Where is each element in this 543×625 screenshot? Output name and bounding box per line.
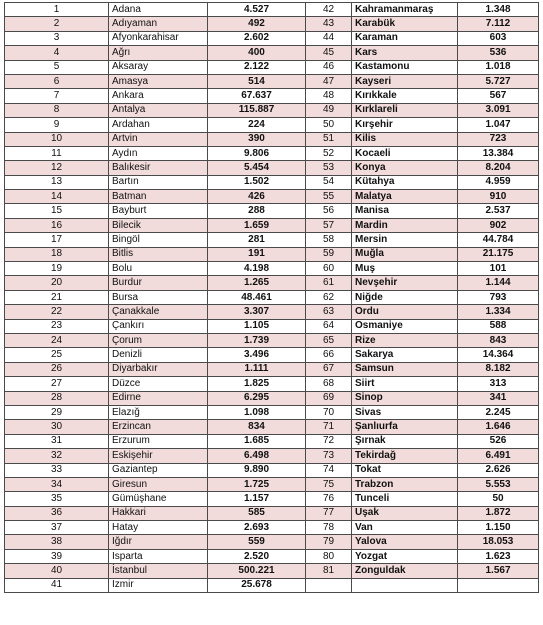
left-row-number: 34 xyxy=(5,477,109,491)
table-body xyxy=(5,3,539,593)
right-row-number: 76 xyxy=(306,492,352,506)
left-province-name: Artvin xyxy=(109,132,208,146)
table-row xyxy=(5,348,539,362)
table-row xyxy=(5,233,539,247)
left-row-number: 13 xyxy=(5,175,109,189)
right-province-value: 1.150 xyxy=(458,521,539,535)
right-row-number: 69 xyxy=(306,391,352,405)
left-row-number: 35 xyxy=(5,492,109,506)
right-province-name: Şırnak xyxy=(352,434,458,448)
right-province-name: Uşak xyxy=(352,506,458,520)
left-province-name: Batman xyxy=(109,190,208,204)
left-province-name: Giresun xyxy=(109,477,208,491)
left-province-value: 500.221 xyxy=(208,564,306,578)
right-province-name: Kayseri xyxy=(352,74,458,88)
left-row-number: 20 xyxy=(5,276,109,290)
left-row-number: 21 xyxy=(5,290,109,304)
right-row-number: 78 xyxy=(306,521,352,535)
table-row xyxy=(5,89,539,103)
table-row xyxy=(5,103,539,117)
table-row xyxy=(5,175,539,189)
right-province-value: 44.784 xyxy=(458,233,539,247)
right-province-value: 5.727 xyxy=(458,74,539,88)
right-province-name: Niğde xyxy=(352,290,458,304)
left-province-value: 5.454 xyxy=(208,161,306,175)
left-row-number: 9 xyxy=(5,118,109,132)
left-province-name: Erzincan xyxy=(109,420,208,434)
left-province-value: 492 xyxy=(208,17,306,31)
right-province-name: Mardin xyxy=(352,218,458,232)
left-row-number: 1 xyxy=(5,3,109,17)
left-row-number: 40 xyxy=(5,564,109,578)
table-row xyxy=(5,46,539,60)
right-province-value: 1.872 xyxy=(458,506,539,520)
right-province-value: 8.182 xyxy=(458,362,539,376)
right-province-value: 101 xyxy=(458,262,539,276)
right-row-number: 67 xyxy=(306,362,352,376)
left-province-name: Iğdır xyxy=(109,535,208,549)
left-row-number: 39 xyxy=(5,549,109,563)
left-province-name: Bilecik xyxy=(109,218,208,232)
left-province-name: Düzce xyxy=(109,377,208,391)
table-row xyxy=(5,146,539,160)
left-province-name: Çankırı xyxy=(109,319,208,333)
right-province-value: 7.112 xyxy=(458,17,539,31)
right-province-name: Kars xyxy=(352,46,458,60)
left-province-name: Eskişehir xyxy=(109,449,208,463)
right-row-number: 45 xyxy=(306,46,352,60)
right-province-value: 1.334 xyxy=(458,305,539,319)
right-row-number: 57 xyxy=(306,218,352,232)
right-row-number: 68 xyxy=(306,377,352,391)
left-province-name: Amasya xyxy=(109,74,208,88)
table-row xyxy=(5,506,539,520)
table-row xyxy=(5,333,539,347)
right-province-name: Malatya xyxy=(352,190,458,204)
right-province-name: Konya xyxy=(352,161,458,175)
left-province-name: Afyonkarahisar xyxy=(109,31,208,45)
right-row-number: 55 xyxy=(306,190,352,204)
table-row xyxy=(5,31,539,45)
left-province-name: Hatay xyxy=(109,521,208,535)
right-province-value: 1.623 xyxy=(458,549,539,563)
left-row-number: 17 xyxy=(5,233,109,247)
right-province-value: 567 xyxy=(458,89,539,103)
table-row xyxy=(5,319,539,333)
left-row-number: 10 xyxy=(5,132,109,146)
table-row xyxy=(5,218,539,232)
left-row-number: 12 xyxy=(5,161,109,175)
right-province-name: Kilis xyxy=(352,132,458,146)
right-province-name: Mersin xyxy=(352,233,458,247)
right-province-name: Trabzon xyxy=(352,477,458,491)
left-province-value: 1.157 xyxy=(208,492,306,506)
left-province-name: Hakkari xyxy=(109,506,208,520)
right-province-value: 1.018 xyxy=(458,60,539,74)
left-row-number: 28 xyxy=(5,391,109,405)
left-row-number: 32 xyxy=(5,449,109,463)
left-province-value: 2.602 xyxy=(208,31,306,45)
left-province-value: 1.685 xyxy=(208,434,306,448)
left-province-value: 1.105 xyxy=(208,319,306,333)
right-province-name: Muğla xyxy=(352,247,458,261)
table-row xyxy=(5,3,539,17)
right-row-number: 42 xyxy=(306,3,352,17)
left-row-number: 7 xyxy=(5,89,109,103)
province-table xyxy=(4,2,539,593)
right-province-value: 4.959 xyxy=(458,175,539,189)
left-row-number: 30 xyxy=(5,420,109,434)
right-province-name: Kocaeli xyxy=(352,146,458,160)
left-province-name: Bartın xyxy=(109,175,208,189)
left-province-name: Bitlis xyxy=(109,247,208,261)
left-row-number: 18 xyxy=(5,247,109,261)
right-row-number: 50 xyxy=(306,118,352,132)
left-province-name: Edirne xyxy=(109,391,208,405)
right-province-value: 1.047 xyxy=(458,118,539,132)
right-row-number: 63 xyxy=(306,305,352,319)
right-row-number: 52 xyxy=(306,146,352,160)
left-province-name: Bursa xyxy=(109,290,208,304)
left-province-value: 288 xyxy=(208,204,306,218)
left-row-number: 4 xyxy=(5,46,109,60)
left-province-value: 400 xyxy=(208,46,306,60)
left-province-value: 4.527 xyxy=(208,3,306,17)
left-province-name: Ardahan xyxy=(109,118,208,132)
right-row-number: 66 xyxy=(306,348,352,362)
table-row xyxy=(5,463,539,477)
left-row-number: 36 xyxy=(5,506,109,520)
right-row-number: 71 xyxy=(306,420,352,434)
left-row-number: 25 xyxy=(5,348,109,362)
right-province-value: 13.384 xyxy=(458,146,539,160)
right-province-value: 8.204 xyxy=(458,161,539,175)
table-row xyxy=(5,305,539,319)
right-province-value: 3.091 xyxy=(458,103,539,117)
left-province-name: Çorum xyxy=(109,333,208,347)
right-row-number: 62 xyxy=(306,290,352,304)
right-province-name: Yalova xyxy=(352,535,458,549)
left-province-name: Isparta xyxy=(109,549,208,563)
left-row-number: 37 xyxy=(5,521,109,535)
right-province-name: Osmaniye xyxy=(352,319,458,333)
right-row-number: 61 xyxy=(306,276,352,290)
left-row-number: 6 xyxy=(5,74,109,88)
left-row-number: 11 xyxy=(5,146,109,160)
left-province-name: Bolu xyxy=(109,262,208,276)
right-row-number: 56 xyxy=(306,204,352,218)
left-row-number: 29 xyxy=(5,405,109,419)
left-province-value: 3.496 xyxy=(208,348,306,362)
right-row-number: 46 xyxy=(306,60,352,74)
right-province-value: 2.245 xyxy=(458,405,539,419)
table-row xyxy=(5,477,539,491)
table-row xyxy=(5,60,539,74)
right-province-name: Zonguldak xyxy=(352,564,458,578)
right-row-number: 58 xyxy=(306,233,352,247)
right-province-value: 2.537 xyxy=(458,204,539,218)
left-province-value: 1.265 xyxy=(208,276,306,290)
left-province-value: 9.806 xyxy=(208,146,306,160)
right-row-number: 51 xyxy=(306,132,352,146)
right-province-name: Rize xyxy=(352,333,458,347)
left-province-name: Antalya xyxy=(109,103,208,117)
right-row-number: 75 xyxy=(306,477,352,491)
table-row xyxy=(5,247,539,261)
left-province-value: 67.637 xyxy=(208,89,306,103)
right-row-number: 65 xyxy=(306,333,352,347)
right-province-name: Kırklareli xyxy=(352,103,458,117)
table-row xyxy=(5,578,539,592)
right-province-name: Samsun xyxy=(352,362,458,376)
left-province-name: Burdur xyxy=(109,276,208,290)
right-province-value: 14.364 xyxy=(458,348,539,362)
empty-cell xyxy=(352,578,458,592)
right-province-value: 18.053 xyxy=(458,535,539,549)
table-row xyxy=(5,434,539,448)
right-province-value: 2.626 xyxy=(458,463,539,477)
right-province-value: 793 xyxy=(458,290,539,304)
table-row xyxy=(5,549,539,563)
left-province-value: 4.198 xyxy=(208,262,306,276)
right-province-name: Sivas xyxy=(352,405,458,419)
empty-cell xyxy=(306,578,352,592)
table-row xyxy=(5,161,539,175)
right-province-value: 21.175 xyxy=(458,247,539,261)
right-province-name: Kütahya xyxy=(352,175,458,189)
right-province-value: 1.567 xyxy=(458,564,539,578)
left-province-value: 6.498 xyxy=(208,449,306,463)
right-province-value: 603 xyxy=(458,31,539,45)
right-row-number: 43 xyxy=(306,17,352,31)
left-province-name: Ankara xyxy=(109,89,208,103)
right-province-name: Karabük xyxy=(352,17,458,31)
left-province-value: 2.122 xyxy=(208,60,306,74)
left-row-number: 8 xyxy=(5,103,109,117)
left-province-name: Bayburt xyxy=(109,204,208,218)
left-province-value: 48.461 xyxy=(208,290,306,304)
right-row-number: 47 xyxy=(306,74,352,88)
left-province-value: 1.098 xyxy=(208,405,306,419)
right-province-value: 6.491 xyxy=(458,449,539,463)
right-province-name: Kırşehir xyxy=(352,118,458,132)
right-row-number: 73 xyxy=(306,449,352,463)
right-province-name: Yozgat xyxy=(352,549,458,563)
right-province-value: 536 xyxy=(458,46,539,60)
right-province-value: 341 xyxy=(458,391,539,405)
right-province-name: Kastamonu xyxy=(352,60,458,74)
left-province-value: 585 xyxy=(208,506,306,520)
right-row-number: 64 xyxy=(306,319,352,333)
table-row xyxy=(5,449,539,463)
right-row-number: 49 xyxy=(306,103,352,117)
left-row-number: 5 xyxy=(5,60,109,74)
right-province-value: 588 xyxy=(458,319,539,333)
right-province-name: Kırıkkale xyxy=(352,89,458,103)
right-province-name: Manisa xyxy=(352,204,458,218)
right-province-name: Ordu xyxy=(352,305,458,319)
left-province-value: 2.520 xyxy=(208,549,306,563)
table-row xyxy=(5,420,539,434)
left-province-name: İstanbul xyxy=(109,564,208,578)
table-row xyxy=(5,521,539,535)
table-row xyxy=(5,564,539,578)
left-row-number: 33 xyxy=(5,463,109,477)
left-province-value: 559 xyxy=(208,535,306,549)
table-row xyxy=(5,204,539,218)
right-province-value: 1.646 xyxy=(458,420,539,434)
left-province-value: 3.307 xyxy=(208,305,306,319)
left-province-name: Çanakkale xyxy=(109,305,208,319)
left-row-number: 19 xyxy=(5,262,109,276)
empty-cell xyxy=(458,578,539,592)
left-row-number: 22 xyxy=(5,305,109,319)
right-row-number: 53 xyxy=(306,161,352,175)
table-row xyxy=(5,362,539,376)
right-row-number: 59 xyxy=(306,247,352,261)
left-province-name: Elazığ xyxy=(109,405,208,419)
table-row xyxy=(5,132,539,146)
table-row xyxy=(5,377,539,391)
left-province-name: Gümüşhane xyxy=(109,492,208,506)
left-province-value: 1.725 xyxy=(208,477,306,491)
right-province-name: Muş xyxy=(352,262,458,276)
table-row xyxy=(5,276,539,290)
left-province-name: Aydın xyxy=(109,146,208,160)
left-province-value: 9.890 xyxy=(208,463,306,477)
left-province-value: 191 xyxy=(208,247,306,261)
left-row-number: 27 xyxy=(5,377,109,391)
left-row-number: 14 xyxy=(5,190,109,204)
left-row-number: 24 xyxy=(5,333,109,347)
table-row xyxy=(5,190,539,204)
left-row-number: 31 xyxy=(5,434,109,448)
left-province-name: Diyarbakır xyxy=(109,362,208,376)
left-row-number: 26 xyxy=(5,362,109,376)
right-province-name: Siirt xyxy=(352,377,458,391)
right-province-name: Karaman xyxy=(352,31,458,45)
right-row-number: 74 xyxy=(306,463,352,477)
left-province-name: Denizli xyxy=(109,348,208,362)
right-province-value: 5.553 xyxy=(458,477,539,491)
right-row-number: 48 xyxy=(306,89,352,103)
left-row-number: 2 xyxy=(5,17,109,31)
left-province-name: Ağrı xyxy=(109,46,208,60)
right-row-number: 70 xyxy=(306,405,352,419)
right-row-number: 79 xyxy=(306,535,352,549)
left-province-value: 1.111 xyxy=(208,362,306,376)
left-row-number: 41 xyxy=(5,578,109,592)
left-province-value: 6.295 xyxy=(208,391,306,405)
right-province-name: Sakarya xyxy=(352,348,458,362)
table-row xyxy=(5,74,539,88)
table-row xyxy=(5,535,539,549)
table-row xyxy=(5,405,539,419)
left-province-name: İzmir xyxy=(109,578,208,592)
right-province-name: Sinop xyxy=(352,391,458,405)
left-province-value: 390 xyxy=(208,132,306,146)
left-province-value: 281 xyxy=(208,233,306,247)
left-province-name: Adana xyxy=(109,3,208,17)
left-province-value: 2.693 xyxy=(208,521,306,535)
left-province-name: Balıkesir xyxy=(109,161,208,175)
right-row-number: 81 xyxy=(306,564,352,578)
right-province-value: 1.144 xyxy=(458,276,539,290)
right-province-name: Nevşehir xyxy=(352,276,458,290)
right-row-number: 77 xyxy=(306,506,352,520)
left-province-name: Aksaray xyxy=(109,60,208,74)
right-row-number: 44 xyxy=(306,31,352,45)
right-row-number: 80 xyxy=(306,549,352,563)
left-province-value: 1.739 xyxy=(208,333,306,347)
table-row xyxy=(5,118,539,132)
left-row-number: 3 xyxy=(5,31,109,45)
right-province-name: Van xyxy=(352,521,458,535)
right-province-name: Şanlıurfa xyxy=(352,420,458,434)
left-province-value: 115.887 xyxy=(208,103,306,117)
right-province-value: 50 xyxy=(458,492,539,506)
right-province-name: Tekirdağ xyxy=(352,449,458,463)
left-province-value: 1.825 xyxy=(208,377,306,391)
left-province-name: Adıyaman xyxy=(109,17,208,31)
right-row-number: 54 xyxy=(306,175,352,189)
left-province-value: 1.502 xyxy=(208,175,306,189)
left-province-name: Bingöl xyxy=(109,233,208,247)
right-row-number: 72 xyxy=(306,434,352,448)
left-province-value: 224 xyxy=(208,118,306,132)
left-province-name: Gaziantep xyxy=(109,463,208,477)
left-province-name: Erzurum xyxy=(109,434,208,448)
left-row-number: 23 xyxy=(5,319,109,333)
right-row-number: 60 xyxy=(306,262,352,276)
right-province-name: Tunceli xyxy=(352,492,458,506)
table-row xyxy=(5,391,539,405)
left-province-value: 25.678 xyxy=(208,578,306,592)
right-province-value: 526 xyxy=(458,434,539,448)
right-province-name: Kahramanmaraş xyxy=(352,3,458,17)
right-province-value: 910 xyxy=(458,190,539,204)
table-row xyxy=(5,492,539,506)
left-row-number: 15 xyxy=(5,204,109,218)
left-province-value: 1.659 xyxy=(208,218,306,232)
left-row-number: 16 xyxy=(5,218,109,232)
right-province-value: 843 xyxy=(458,333,539,347)
table-row xyxy=(5,17,539,31)
right-province-value: 1.348 xyxy=(458,3,539,17)
right-province-value: 902 xyxy=(458,218,539,232)
right-province-value: 723 xyxy=(458,132,539,146)
table-row xyxy=(5,290,539,304)
left-province-value: 834 xyxy=(208,420,306,434)
left-province-value: 514 xyxy=(208,74,306,88)
table-row xyxy=(5,262,539,276)
right-province-value: 313 xyxy=(458,377,539,391)
left-row-number: 38 xyxy=(5,535,109,549)
right-province-name: Tokat xyxy=(352,463,458,477)
left-province-value: 426 xyxy=(208,190,306,204)
